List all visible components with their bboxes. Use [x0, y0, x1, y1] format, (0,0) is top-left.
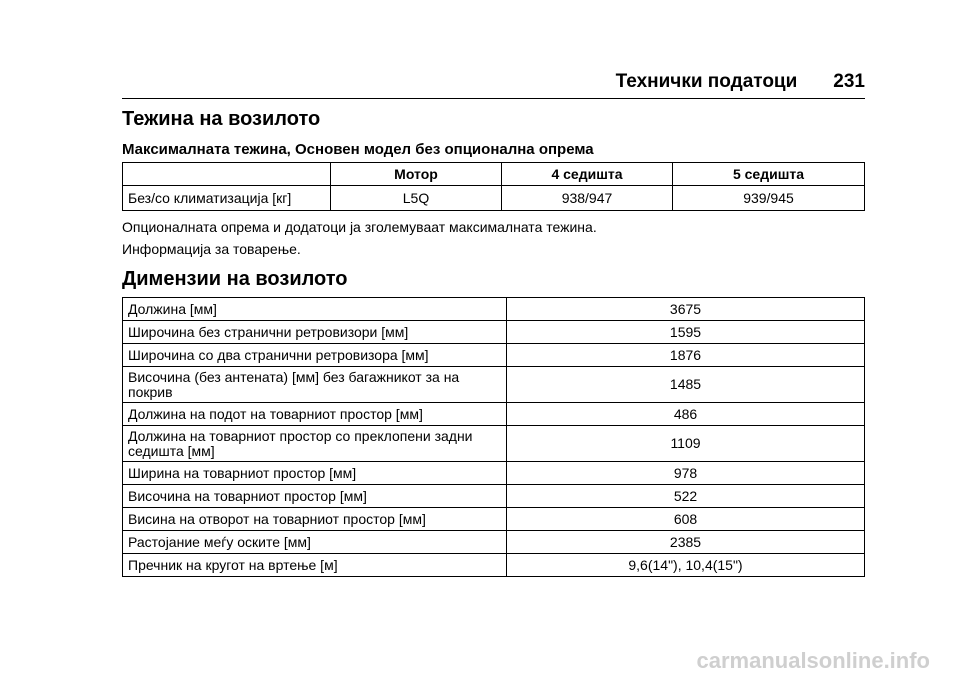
dimension-value: 486	[507, 403, 865, 426]
dimension-value: 608	[507, 508, 865, 531]
page-header	[122, 66, 865, 99]
table-row	[123, 485, 865, 508]
dimension-value: 978	[507, 462, 865, 485]
dimension-label: Должина [мм]	[123, 298, 507, 321]
dimension-value: 1109	[507, 426, 865, 462]
table-row	[123, 531, 865, 554]
dimension-label: Широчина без странични ретровизори [мм]	[123, 321, 507, 344]
dimension-label: Ширина на товарниот простор [мм]	[123, 462, 507, 485]
table-cell: 939/945	[673, 186, 865, 211]
table-cell: Без/со климатизација [кг]	[123, 186, 331, 211]
header-title: Технички податоци	[615, 71, 798, 92]
dimension-label: Висина на отворот на товарниот простор [мм]	[123, 508, 507, 531]
dimension-value: 1485	[507, 367, 865, 403]
table-row	[123, 462, 865, 485]
watermark: carmanualsonline.info	[696, 648, 930, 673]
table-row	[123, 403, 865, 426]
note-loading-info: Информација за товарење.	[122, 241, 301, 257]
note-optional-equipment: Опционалната опрема и додатоци ја зголемуваат максималната тежина.	[122, 219, 597, 235]
section-subtitle-max-weight: Максималната тежина, Основен модел без опционална опрема	[122, 141, 594, 158]
dimension-value: 2385	[507, 531, 865, 554]
table-row	[123, 298, 865, 321]
section-title-weight: Тежина на возилото	[122, 108, 321, 130]
dimension-label: Височина на товарниот простор [мм]	[123, 485, 507, 508]
table-row	[123, 321, 865, 344]
weight-table	[122, 162, 865, 211]
header-cell: Мотор	[331, 163, 502, 186]
table-row	[123, 186, 865, 211]
dimension-value: 3675	[507, 298, 865, 321]
table-row	[123, 367, 865, 403]
weight-table-header	[123, 163, 865, 186]
dimension-label: Широчина со два странични ретровизора [мм]	[123, 344, 507, 367]
header-cell: 5 седишта	[673, 163, 865, 186]
dimension-label: Должина на подот на товарниот простор [мм]	[123, 403, 507, 426]
dimension-value: 522	[507, 485, 865, 508]
dimension-label: Височина (без антената) [мм] без багажникот за на покрив	[123, 367, 507, 403]
dimension-value: 9,6(14"), 10,4(15")	[507, 554, 865, 577]
dimension-value: 1595	[507, 321, 865, 344]
header-cell	[123, 163, 331, 186]
table-cell: L5Q	[331, 186, 502, 211]
table-cell: 938/947	[502, 186, 673, 211]
page-number: 231	[833, 71, 865, 92]
section-title-dimensions: Димензии на возилото	[122, 268, 348, 290]
dimension-value: 1876	[507, 344, 865, 367]
dimensions-table	[122, 297, 865, 577]
dimension-label: Пречник на кругот на вртење [м]	[123, 554, 507, 577]
header-cell: 4 седишта	[502, 163, 673, 186]
table-row	[123, 508, 865, 531]
table-row	[123, 344, 865, 367]
dimension-label: Должина на товарниот простор со преклопени задни седишта [мм]	[123, 426, 507, 462]
dimension-label: Растојание меѓу оските [мм]	[123, 531, 507, 554]
table-row	[123, 554, 865, 577]
table-row	[123, 426, 865, 462]
